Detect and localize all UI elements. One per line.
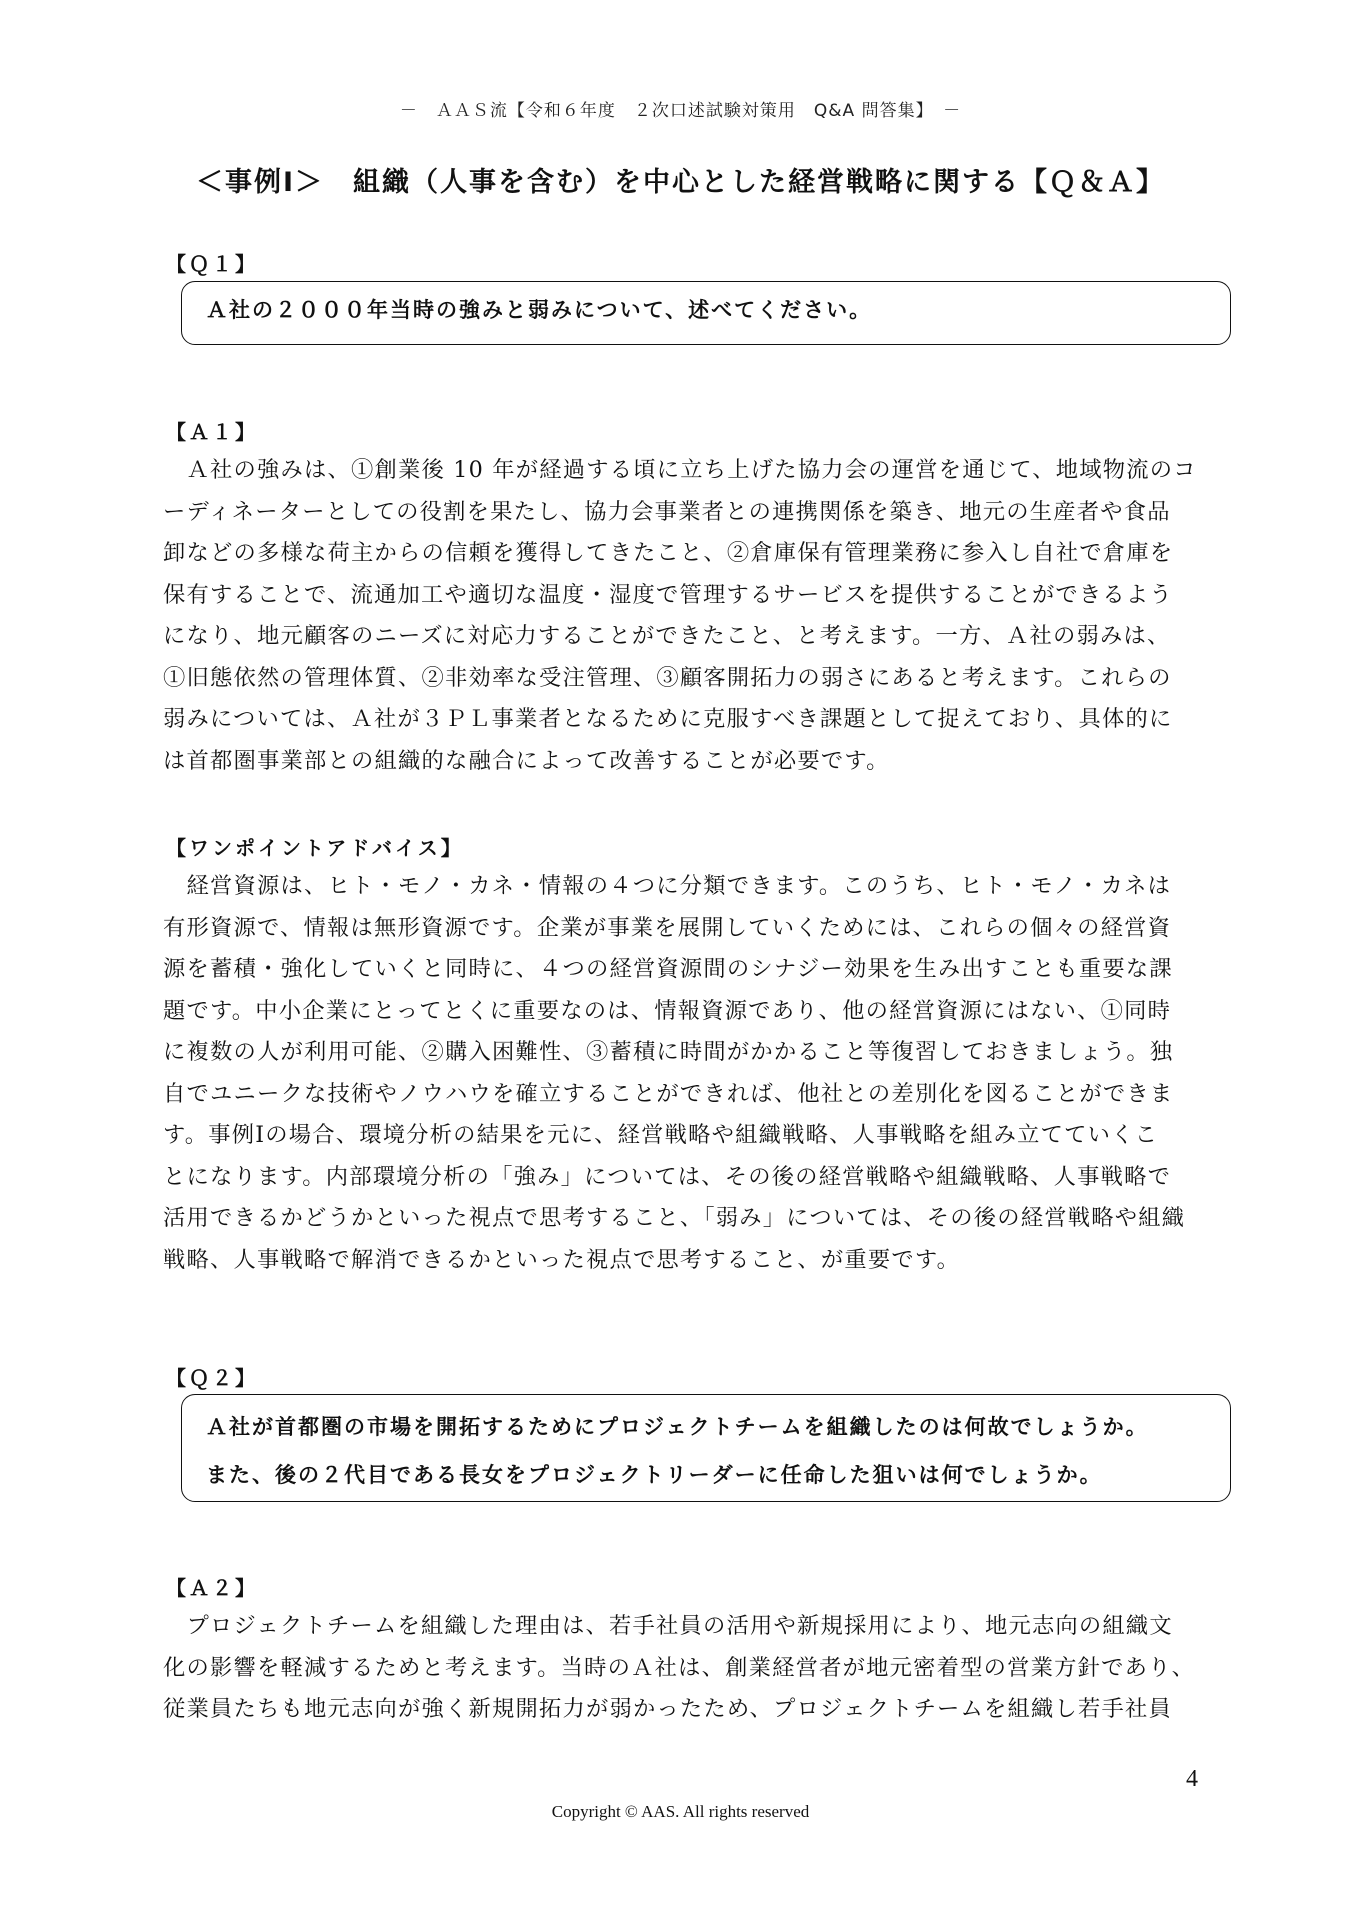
a2-line: プロジェクトチームを組織した理由は、若手社員の活用や新規採用により、地元志向の組織文 (163, 1613, 1173, 1639)
advice-line: 源を蓄積・強化していくと同時に、４つの経営資源間のシナジー効果を生み出すことも重要な課 (163, 956, 1173, 982)
advice-line: とになります。内部環境分析の「強み」については、その後の経営戦略や組織戦略、人事戦略で (163, 1163, 1172, 1190)
a1-answer (163, 450, 1210, 782)
a1-label: 【Ａ１】 (166, 420, 258, 444)
a1-line: になり、地元顧客のニーズに対応力することができたこと、と考えます。一方、Ａ社の弱みは、 (163, 623, 1171, 649)
q2-question-line: Ａ社が首都圏の市場を開拓するためにプロジェクトチームを組織したのは何故でしょうか。 (206, 1415, 1149, 1439)
page-number: 4 (1186, 1766, 1198, 1792)
a2-line: 化の影響を軽減するためと考えます。当時のＡ社は、創業経営者が地元密着型の営業方針であり、 (163, 1654, 1196, 1681)
a1-line: は首都圏事業部との組織的な融合によって改善することが必要です。 (163, 747, 890, 774)
a2-answer (163, 1606, 1210, 1731)
a1-line: Ａ社の強みは、①創業後 10 年が経過する頃に立ち上げた協力会の運営を通じて、地域物流のコ (163, 457, 1197, 483)
q2-question-box (181, 1394, 1231, 1502)
q1-question-box (181, 281, 1231, 345)
a2-line: 従業員たちも地元志向が強く新規開拓力が弱かったため、プロジェクトチームを組織し若手社員 (163, 1696, 1173, 1722)
copyright-notice: Copyright © AAS. All rights reserved (551, 1802, 810, 1821)
advice-line: 自でユニークな技術やノウハウを確立することができれば、他社との差別化を図ることができま (163, 1080, 1174, 1107)
advice-line: 活用できるかどうかといった視点で思考すること、「弱み」については、その後の経営戦略や組織 (163, 1205, 1186, 1231)
a1-line: 弱みについては、Ａ社が３ＰＬ事業者となるために克服すべき課題として捉えており、具体的に (163, 706, 1173, 732)
advice-line: 経営資源は、ヒト・モノ・カネ・情報の４つに分類できます。このうち、ヒト・モノ・カネは (163, 873, 1172, 899)
q1-question-line: Ａ社の２０００年当時の強みと弱みについて、述べてください。 (206, 298, 873, 322)
advice-line: す。事例Ⅰの場合、環境分析の結果を元に、経営戦略や組織戦略、人事戦略を組み立てていくこ (163, 1122, 1159, 1148)
advice-line: 戦略、人事戦略で解消できるかといった視点で思考すること、が重要です。 (163, 1246, 961, 1273)
q2-question-line: また、後の２代目である長女をプロジェクトリーダーに任命した狙いは何でしょうか。 (206, 1463, 1103, 1487)
advice-line: 有形資源で、情報は無形資源です。企業が事業を展開していくためには、これらの個々の経営資 (163, 914, 1172, 941)
q1-label: 【Ｑ１】 (166, 252, 258, 276)
running-header: － ＡＡＳ流【令和６年度 ２次口述試験対策用 Q&A 問答集】 － (399, 101, 962, 121)
a2-label: 【Ａ２】 (166, 1576, 258, 1600)
advice-body (163, 866, 1210, 1281)
advice-label: 【ワンポイントアドバイス】 (166, 836, 464, 860)
advice-line: 題です。中小企業にとってとくに重要なのは、情報資源であり、他の経営資源にはない、①同時 (163, 997, 1172, 1024)
a1-line: ①旧態依然の管理体質、②非効率な受注管理、③顧客開拓力の弱さにあると考えます。これらの (163, 664, 1172, 691)
q2-label: 【Ｑ２】 (166, 1366, 258, 1390)
page-title: ＜事例Ⅰ＞ 組織（人事を含む）を中心とした経営戦略に関する【Ｑ＆Ａ】 (195, 167, 1166, 198)
advice-line: に複数の人が利用可能、②購入困難性、③蓄積に時間がかかること等復習しておきましょう。独 (163, 1039, 1174, 1065)
a1-line: ーディネーターとしての役割を果たし、協力会事業者との連携関係を築き、地元の生産者や食品 (163, 498, 1171, 525)
a1-line: 保有することで、流通加工や適切な温度・湿度で管理するサービスを提供することができるよう (163, 581, 1173, 608)
a1-line: 卸などの多様な荷主からの信頼を獲得してきたこと、②倉庫保有管理業務に参入し自社で倉庫を (163, 540, 1174, 566)
